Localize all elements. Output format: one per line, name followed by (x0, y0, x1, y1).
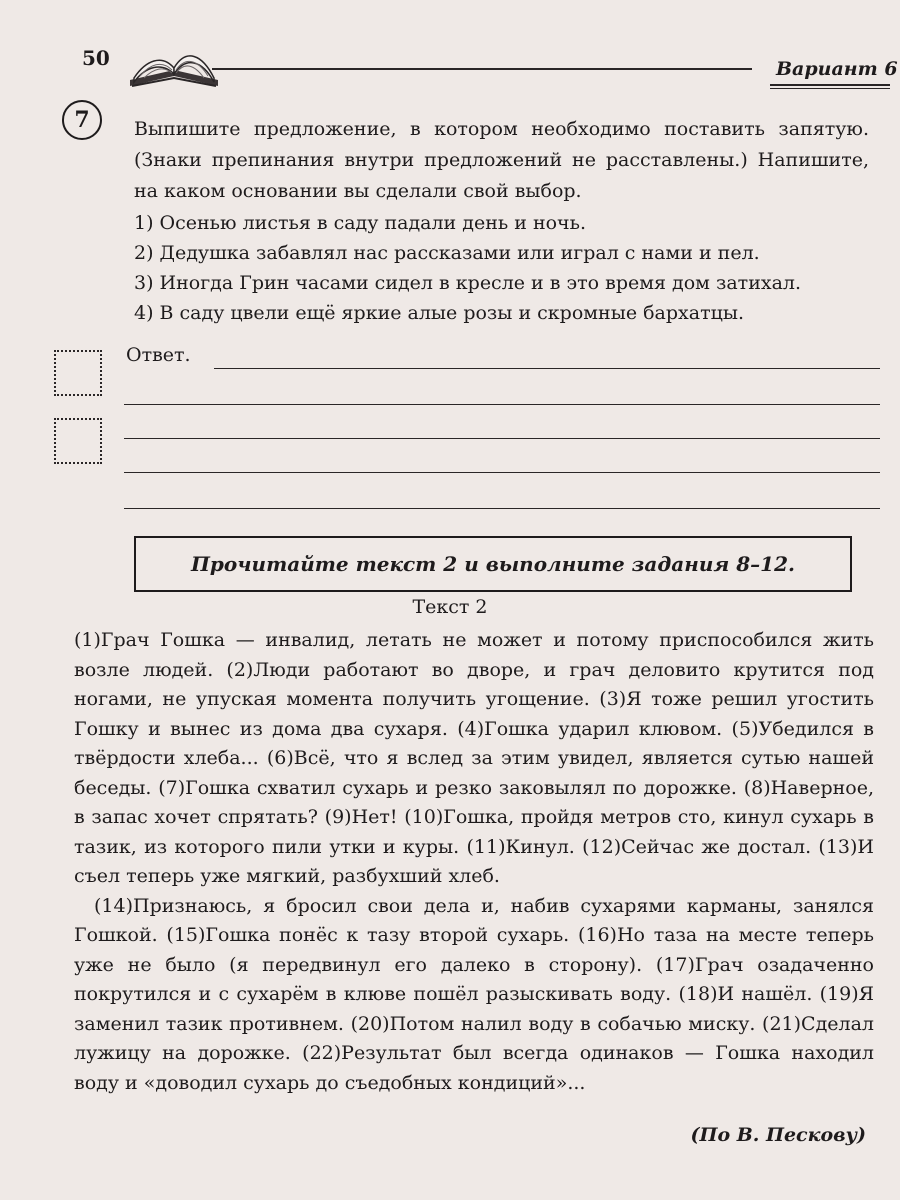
option-1: 1) Осенью листья в саду падали день и ночь. (134, 212, 587, 234)
option-2: 2) Дедушка забавлял нас рассказами или играл с нами и пел. (134, 242, 760, 264)
variant-label: Вариант 6 (776, 58, 898, 80)
header-rule (212, 68, 752, 70)
answer-line-4[interactable] (124, 472, 880, 473)
task-number-badge: 7 (62, 100, 102, 140)
task-prompt: Выпишите предложение, в котором необходимо поставить запятую. (Знаки препинания внутри предложений не расставлены.) Напишите, на каком основании вы сделали свой выбор. (134, 118, 869, 202)
answer-label: Ответ. (126, 344, 191, 366)
variant-underline (770, 84, 890, 86)
paragraph-1: (1)Грач Гошка — инвалид, летать не может и потому приспособился жить возле людей. (2)Люди работают во дворе, и грач деловито крутится под ногами, не упуская момента получить угощение. (3)Я тоже решил угостить Гошку и вынес из дома два сухаря. (4)Гошка ударил клювом. (5)Убедился в твёрдости хлеба... (6)Всё, что я вслед за этим увидел, является сутью нашей беседы. (7)Гошка схватил сухарь и резко заковылял по дорожке. (8)Наверное, в запас хочет спрятать? (9)Нет! (10)Гошка, пройдя метров сто, кинул сухарь в тазик, из которого пили утки и куры. (11)Кинул. (12)Сейчас же достал. (13)И съел теперь уже мягкий, разбухший хлеб. (74, 629, 874, 887)
answer-line-2[interactable] (124, 404, 880, 405)
answer-checkbox-2[interactable] (54, 418, 102, 464)
answer-line-1[interactable] (214, 368, 880, 369)
answer-checkbox-1[interactable] (54, 350, 102, 396)
answer-line-5[interactable] (124, 508, 880, 509)
option-4: 4) В саду цвели ещё яркие алые розы и скромные бархатцы. (134, 302, 744, 324)
open-book-icon (126, 40, 222, 96)
answer-line-3[interactable] (124, 438, 880, 439)
instruction-text: Прочитайте текст 2 и выполните задания 8–12. (191, 552, 795, 576)
paragraph-2: (14)Признаюсь, я бросил свои дела и, набив сухарями карманы, занялся Гошкой. (15)Гошка понёс к тазу второй сухарь. (16)Но таза на месте теперь уже не было (я передвинул его далеко в сторону). (17)Грач озадаченно покрутился и с сухарём в клюве пошёл разыскивать воду. (18)И нашёл. (19)Я заменил тазик противнем. (20)Потом налил воду в собачью миску. (21)Сделал лужицу на дорожке. (22)Результат был всегда одинаков — Гошка находил воду и «доводил сухарь до съедобных кондиций»... (74, 894, 874, 1094)
page-number: 50 (82, 46, 110, 70)
author-attribution: (По В. Пескову) (690, 1124, 866, 1146)
option-3: 3) Иногда Грин часами сидел в кресле и в это время дом затихал. (134, 272, 802, 294)
text-body (74, 626, 874, 1098)
instruction-box (134, 536, 852, 592)
text-title: Текст 2 (412, 596, 488, 618)
task-options (134, 208, 874, 328)
variant-underline-thin (770, 88, 890, 89)
